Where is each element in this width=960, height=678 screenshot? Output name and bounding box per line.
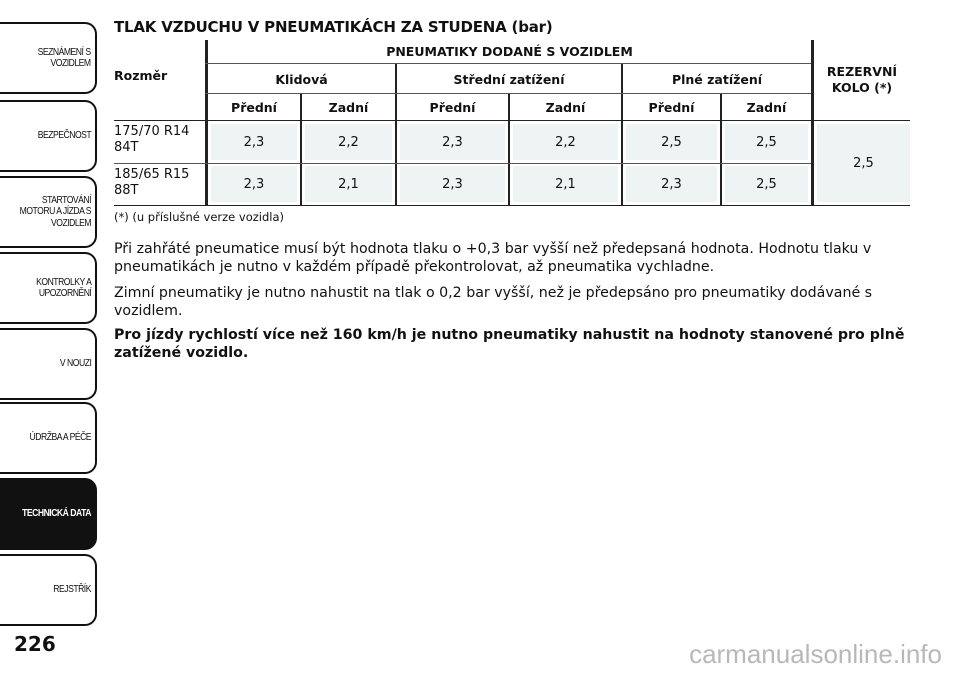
table-footnote: (*) (u příslušné verze vozidla) [114,210,284,224]
pressure-cell: 2,5 [725,166,808,202]
table-separator [205,40,208,206]
paragraph-high-speed: Pro jízdy rychlostí více než 160 km/h je nutno pneumatiky nahustit na hodnoty stanovené pro plně zatížené vozidlo. [114,327,905,361]
pressure-cell: 2,1 [305,166,392,202]
pressure-cell: 2,5 [626,124,717,160]
table-rule [205,63,811,64]
axle-header-front: Přední [648,100,695,115]
paragraph-winter-tires: Zimní pneumatiky je nutno nahustit na tlak o 0,2 bar vyšší, než je předepsáno pro pneumatiky dodávané s vozidlem. [114,285,873,319]
table-rule [114,120,910,121]
tab-label: ÚDRŽBA A PÉČE [29,431,91,444]
paragraph-warm-tire: Při zahřáté pneumatice musí být hodnota tlaku o +0,3 bar vyšší než předepsaná hodnota. Hodnotu tlaku v pneumatikách je nutno v každém případě překontrolovat, až pneumatika vychladne. [114,241,872,275]
watermark: carmanualsonline.info [689,639,942,669]
axle-header-rear: Zadní [328,100,369,115]
spare-wheel-pressure: 2,5 [817,124,910,202]
tab-label: BEZPEČNOST [37,129,91,142]
group-header: PNEUMATIKY DODANÉ S VOZIDLEM [386,44,633,59]
axle-header-rear: Zadní [545,100,586,115]
axle-header-rear: Zadní [746,100,787,115]
tab-label: STARTOVÁNÍ MOTORU A JÍZDA S VOZIDLEM [19,193,91,229]
load-header-rest: Klidová [275,72,328,87]
axle-header-front: Přední [429,100,476,115]
tab-rejstrik[interactable] [0,554,97,626]
page-number: 226 [14,632,56,656]
pressure-cell: 2,1 [513,166,618,202]
size-header: Rozměr [114,68,168,83]
tab-startovani-motoru[interactable] [0,176,97,248]
tire-size-label: 185/65 R15 88T [114,167,190,198]
tab-v-nouzi[interactable] [0,328,97,400]
spare-header: REZERVNÍ KOLO (*) [826,64,898,95]
pressure-cell: 2,3 [400,124,505,160]
pressure-cell: 2,3 [211,166,297,202]
pressure-cell: 2,2 [513,124,618,160]
table-rule [114,205,910,206]
pressure-cell: 2,3 [400,166,505,202]
tab-kontrolky-a-upozorneni[interactable] [0,252,97,324]
table-rule [205,93,811,94]
pressure-cell: 2,5 [725,124,808,160]
tab-technicka-data[interactable] [0,478,97,550]
section-title: TLAK VZDUCHU V PNEUMATIKÁCH ZA STUDENA (bar) [114,18,553,36]
tire-pressure-table [114,38,910,206]
axle-header-front: Přední [231,100,277,115]
tab-label: REJSTŘÍK [53,583,91,596]
tab-bezpecnost[interactable] [0,100,97,172]
load-header-medium: Střední zatížení [453,72,565,87]
table-rule [114,163,811,164]
pressure-cell: 2,3 [626,166,717,202]
tab-label: TECHNICKÁ DATA [22,507,91,520]
pressure-cell: 2,3 [211,124,297,160]
tire-size-label: 175/70 R14 84T [114,124,190,155]
tab-udrzba-a-pece[interactable] [0,402,97,474]
tab-label: KONTROLKY A UPOZORNĚNÍ [35,275,91,299]
tab-seznameni-s-vozidlem[interactable] [0,22,97,94]
load-header-full: Plné zatížení [671,72,763,87]
tab-label: SEZNÁMENÍ S VOZIDLEM [38,45,91,69]
pressure-cell: 2,2 [305,124,392,160]
tab-label: V NOUZI [59,357,91,370]
